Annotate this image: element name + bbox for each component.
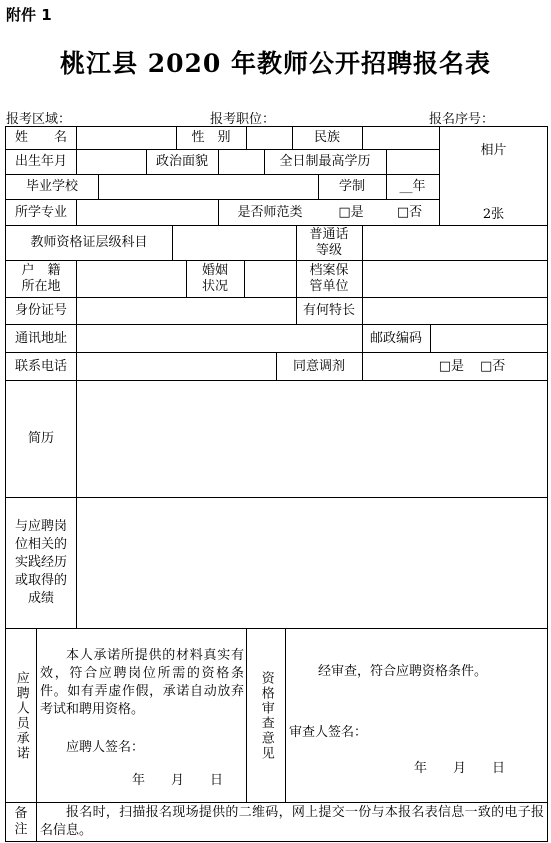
label-skill: 有何特长: [302, 303, 355, 319]
label-normal: 是否师范类: [237, 204, 303, 220]
checkbox-normal-no[interactable]: □否: [396, 204, 423, 220]
field-marital[interactable]: [244, 261, 296, 297]
field-ethnicity[interactable]: [362, 127, 439, 149]
field-resume[interactable]: [76, 381, 547, 497]
annex-label: 附件 1: [6, 6, 52, 24]
label-adjust: 同意调剂: [292, 358, 345, 374]
serial-label: 报名序号：: [429, 112, 495, 127]
field-postcode[interactable]: [430, 325, 547, 352]
note-text: 报名时，扫描报名现场提供的二维码，网上提交一份与本报名表信息一致的电子报名信息。: [40, 805, 544, 838]
photo-count: 2张: [482, 206, 505, 222]
label-gender: 性 别: [191, 130, 231, 146]
promise-text: 本人承诺所提供的材料真实有效，符合应聘岗位所需的资格条件。如有弄虚作假，承诺自动放弃考试和聘用资格。: [40, 648, 244, 717]
checkbox-adjust-yes[interactable]: □是: [438, 358, 464, 374]
photo-box[interactable]: [440, 127, 547, 229]
field-mandarin[interactable]: [362, 226, 547, 260]
label-promise: 应聘人员承诺: [13, 670, 29, 761]
label-hukou: 户 籍 所在地: [21, 263, 61, 294]
applicant-sign-date: 年 月 日: [132, 773, 224, 788]
label-id: 身份证号: [14, 303, 67, 319]
position-label: 报考职位：: [210, 112, 276, 127]
field-politics[interactable]: [218, 150, 264, 174]
field-id[interactable]: [76, 298, 296, 324]
checkbox-normal-yes[interactable]: □是: [338, 204, 364, 220]
label-birth: 出生年月: [14, 154, 67, 170]
label-name: 姓 名: [14, 130, 67, 146]
label-duration: 学制: [338, 179, 365, 195]
label-note: 备 注: [14, 806, 28, 837]
review-text: 经审查，符合应聘资格条件。: [318, 664, 488, 679]
label-archive: 档案保 管单位: [309, 263, 349, 294]
label-experience: 与应聘岗位相关的实践经历或取得的成绩: [14, 519, 67, 606]
label-major: 所学专业: [14, 204, 67, 220]
field-archive[interactable]: [362, 261, 547, 297]
field-name[interactable]: [76, 127, 176, 149]
label-school: 毕业学校: [25, 179, 78, 195]
field-education[interactable]: [386, 150, 439, 174]
label-marital: 婚姻 状况: [201, 263, 228, 294]
label-review: 资格审查意见: [258, 670, 274, 761]
applicant-sign-label: 应聘人签名：: [66, 740, 145, 755]
field-major[interactable]: [76, 200, 218, 225]
checkbox-adjust-no[interactable]: □否: [480, 358, 506, 374]
field-phone[interactable]: [76, 353, 276, 380]
field-skill[interactable]: [362, 298, 547, 324]
photo-label: 相片: [480, 143, 507, 158]
field-birth[interactable]: [76, 150, 146, 174]
field-experience[interactable]: [76, 498, 547, 628]
area-label: 报考区域：: [6, 112, 72, 127]
reviewer-sign-label: 审查人签名：: [289, 725, 368, 740]
label-phone: 联系电话: [14, 358, 67, 374]
field-school[interactable]: [98, 175, 318, 199]
label-education: 全日制最高学历: [279, 154, 371, 170]
reviewer-sign-date: 年 月 日: [414, 761, 506, 776]
label-address: 通讯地址: [14, 330, 67, 346]
label-ethnicity: 民族: [313, 130, 340, 146]
field-gender[interactable]: [246, 127, 292, 149]
field-address[interactable]: [76, 325, 362, 352]
field-hukou[interactable]: [76, 261, 186, 297]
field-certificate[interactable]: [172, 226, 296, 260]
label-certificate: 教师资格证层级科目: [30, 235, 148, 251]
label-politics: 政治面貌: [155, 154, 208, 170]
label-postcode: 邮政编码: [369, 330, 422, 346]
label-resume: 简历: [27, 431, 54, 447]
form-title: 桃江县 2020 年教师公开招聘报名表: [60, 49, 491, 78]
label-mandarin: 普通话 等级: [309, 227, 349, 258]
field-duration[interactable]: __年: [399, 179, 426, 195]
